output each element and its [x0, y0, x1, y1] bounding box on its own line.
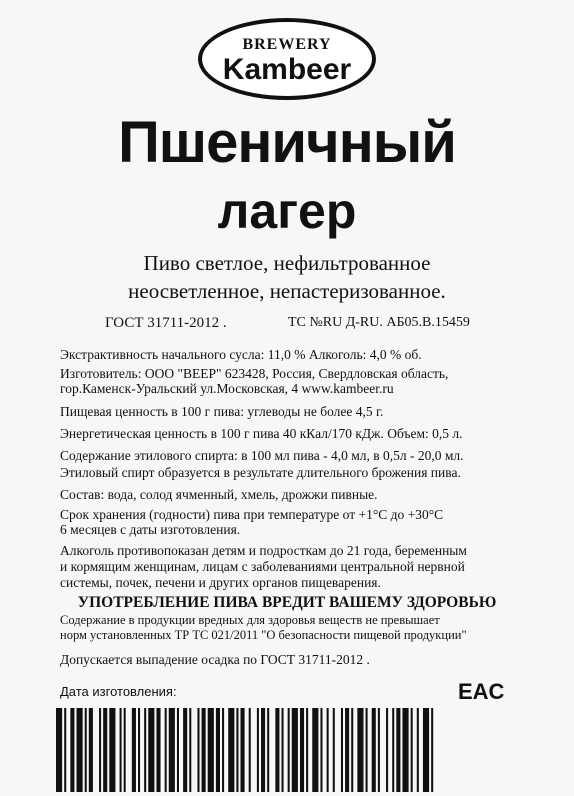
contraindication-line2: и кормящим женщинам, лицам с заболеваниями центральной нервной [60, 559, 465, 574]
energy-line: Энергетическая ценность в 100 г пива 40 кКал/170 кДж. Объем: 0,5 л. [60, 426, 463, 441]
subtitle-line2: неосветленное, непастеризованное. [128, 279, 446, 303]
storage-line2: 6 месяцев с даты изготовления. [60, 522, 241, 537]
sediment-line: Допускается выпадение осадка по ГОСТ 31711-2012 . [60, 652, 370, 667]
product-title-line2: лагер [217, 183, 357, 239]
contraindication-line1: Алкоголь противопоказан детям и подросткам до 21 года, беременным [60, 543, 467, 558]
manufacturer-line1: Изготовитель: ООО "ВЕЕР" 623428, Россия, Свердловская область, [60, 366, 449, 381]
contraindication-line3: системы, почек, печени и других органов пищеварения. [60, 575, 381, 590]
brewery-logo [198, 18, 376, 100]
safety-line2: норм установленных ТР ТС 021/2011 "О безопасности пищевой продукции" [60, 628, 467, 642]
certificate-number: ТС №RU Д-RU. АБ05.В.15459 [288, 315, 470, 330]
ethanol-line1: Содержание этилового спирта: в 100 мл пива - 4,0 мл, в 0,5л - 20,0 мл. [60, 448, 464, 463]
manufacturer-line2: гор.Каменск-Уральский ул.Московская, 4 www.kambeer.ru [60, 381, 394, 396]
subtitle-line1: Пиво светлое, нефильтрованное [143, 251, 431, 275]
health-warning: УПОТРЕБЛЕНИЕ ПИВА ВРЕДИТ ВАШЕМУ ЗДОРОВЬЮ [77, 594, 497, 611]
production-date-label: Дата изготовления: [60, 684, 177, 699]
logo-top-text: BREWERY [242, 36, 332, 53]
storage-line1: Срок хранения (годности) пива при температуре от +1°С до +30°С [60, 507, 444, 522]
gost-standard: ГОСТ 31711-2012 . [105, 315, 227, 331]
extract-alcohol-line: Экстрактивность начального сусла: 11,0 % Алкоголь: 4,0 % об. [60, 347, 422, 362]
nutrition-line: Пищевая ценность в 100 г пива: углеводы не более 4,5 г. [60, 404, 384, 419]
safety-line1: Содержание в продукции вредных для здоровья веществ не превышает [60, 613, 440, 627]
eac-mark: EAC [458, 679, 505, 704]
ethanol-line2: Этиловый спирт образуется в результате длительного брожения пива. [60, 465, 461, 480]
product-title-line1: Пшеничный [118, 110, 456, 175]
logo-main-text: Kambeer [222, 53, 352, 86]
barcode-image [52, 708, 522, 792]
composition-line: Состав: вода, солод ячменный, хмель, дрожжи пивные. [60, 487, 378, 502]
